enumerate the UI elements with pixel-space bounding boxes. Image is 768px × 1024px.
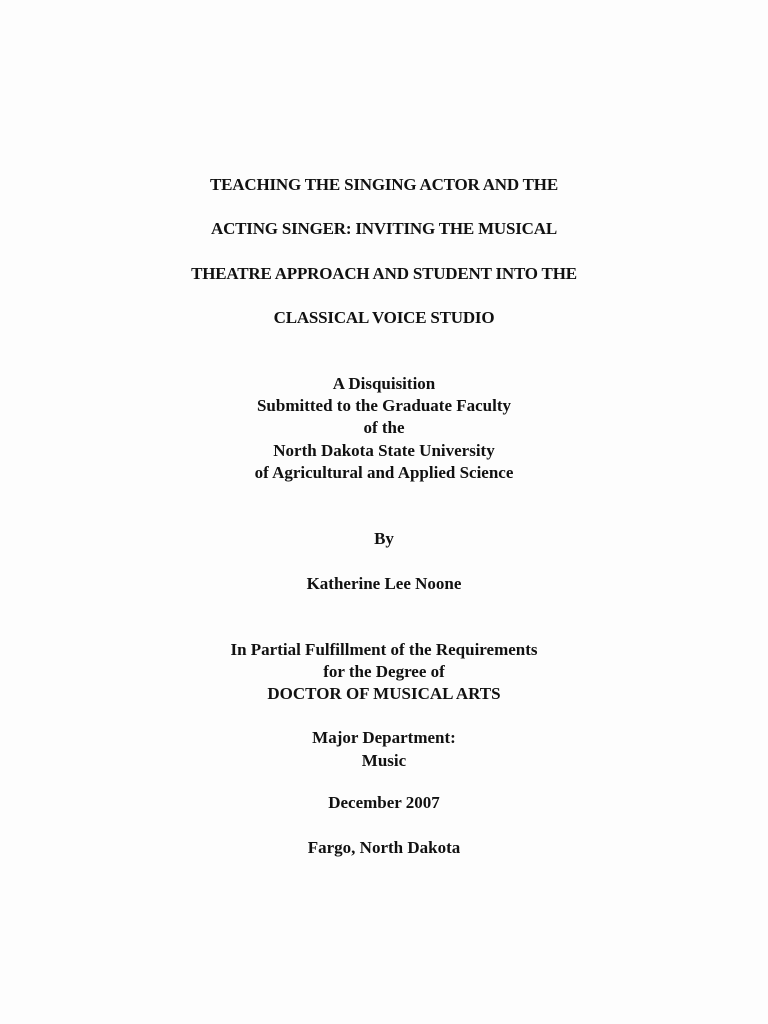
title-line-3: THEATRE APPROACH AND STUDENT INTO THE: [191, 264, 577, 283]
author-name: Katherine Lee Noone: [306, 574, 462, 593]
submission-line-2: Submitted to the Graduate Faculty: [256, 396, 512, 415]
location: Fargo, North Dakota: [307, 838, 461, 857]
title-line-4: CLASSICAL VOICE STUDIO: [273, 308, 495, 327]
title-line-1: TEACHING THE SINGING ACTOR AND THE: [210, 175, 558, 194]
title-line-2: ACTING SINGER: INVITING THE MUSICAL: [211, 219, 557, 238]
submission-line-1: A Disquisition: [332, 374, 436, 393]
submission-line-4: North Dakota State University: [273, 441, 495, 460]
fulfillment-line-2: for the Degree of: [323, 662, 445, 681]
major-department-value: Music: [361, 751, 407, 770]
by-label: By: [374, 529, 394, 548]
submission-line-3: of the: [363, 418, 405, 437]
major-department-label: Major Department:: [312, 728, 456, 747]
submission-line-5: of Agricultural and Applied Science: [254, 463, 514, 482]
degree-name: DOCTOR OF MUSICAL ARTS: [267, 684, 501, 703]
submission-date: December 2007: [328, 793, 440, 812]
fulfillment-line-1: In Partial Fulfillment of the Requirements: [230, 640, 538, 659]
